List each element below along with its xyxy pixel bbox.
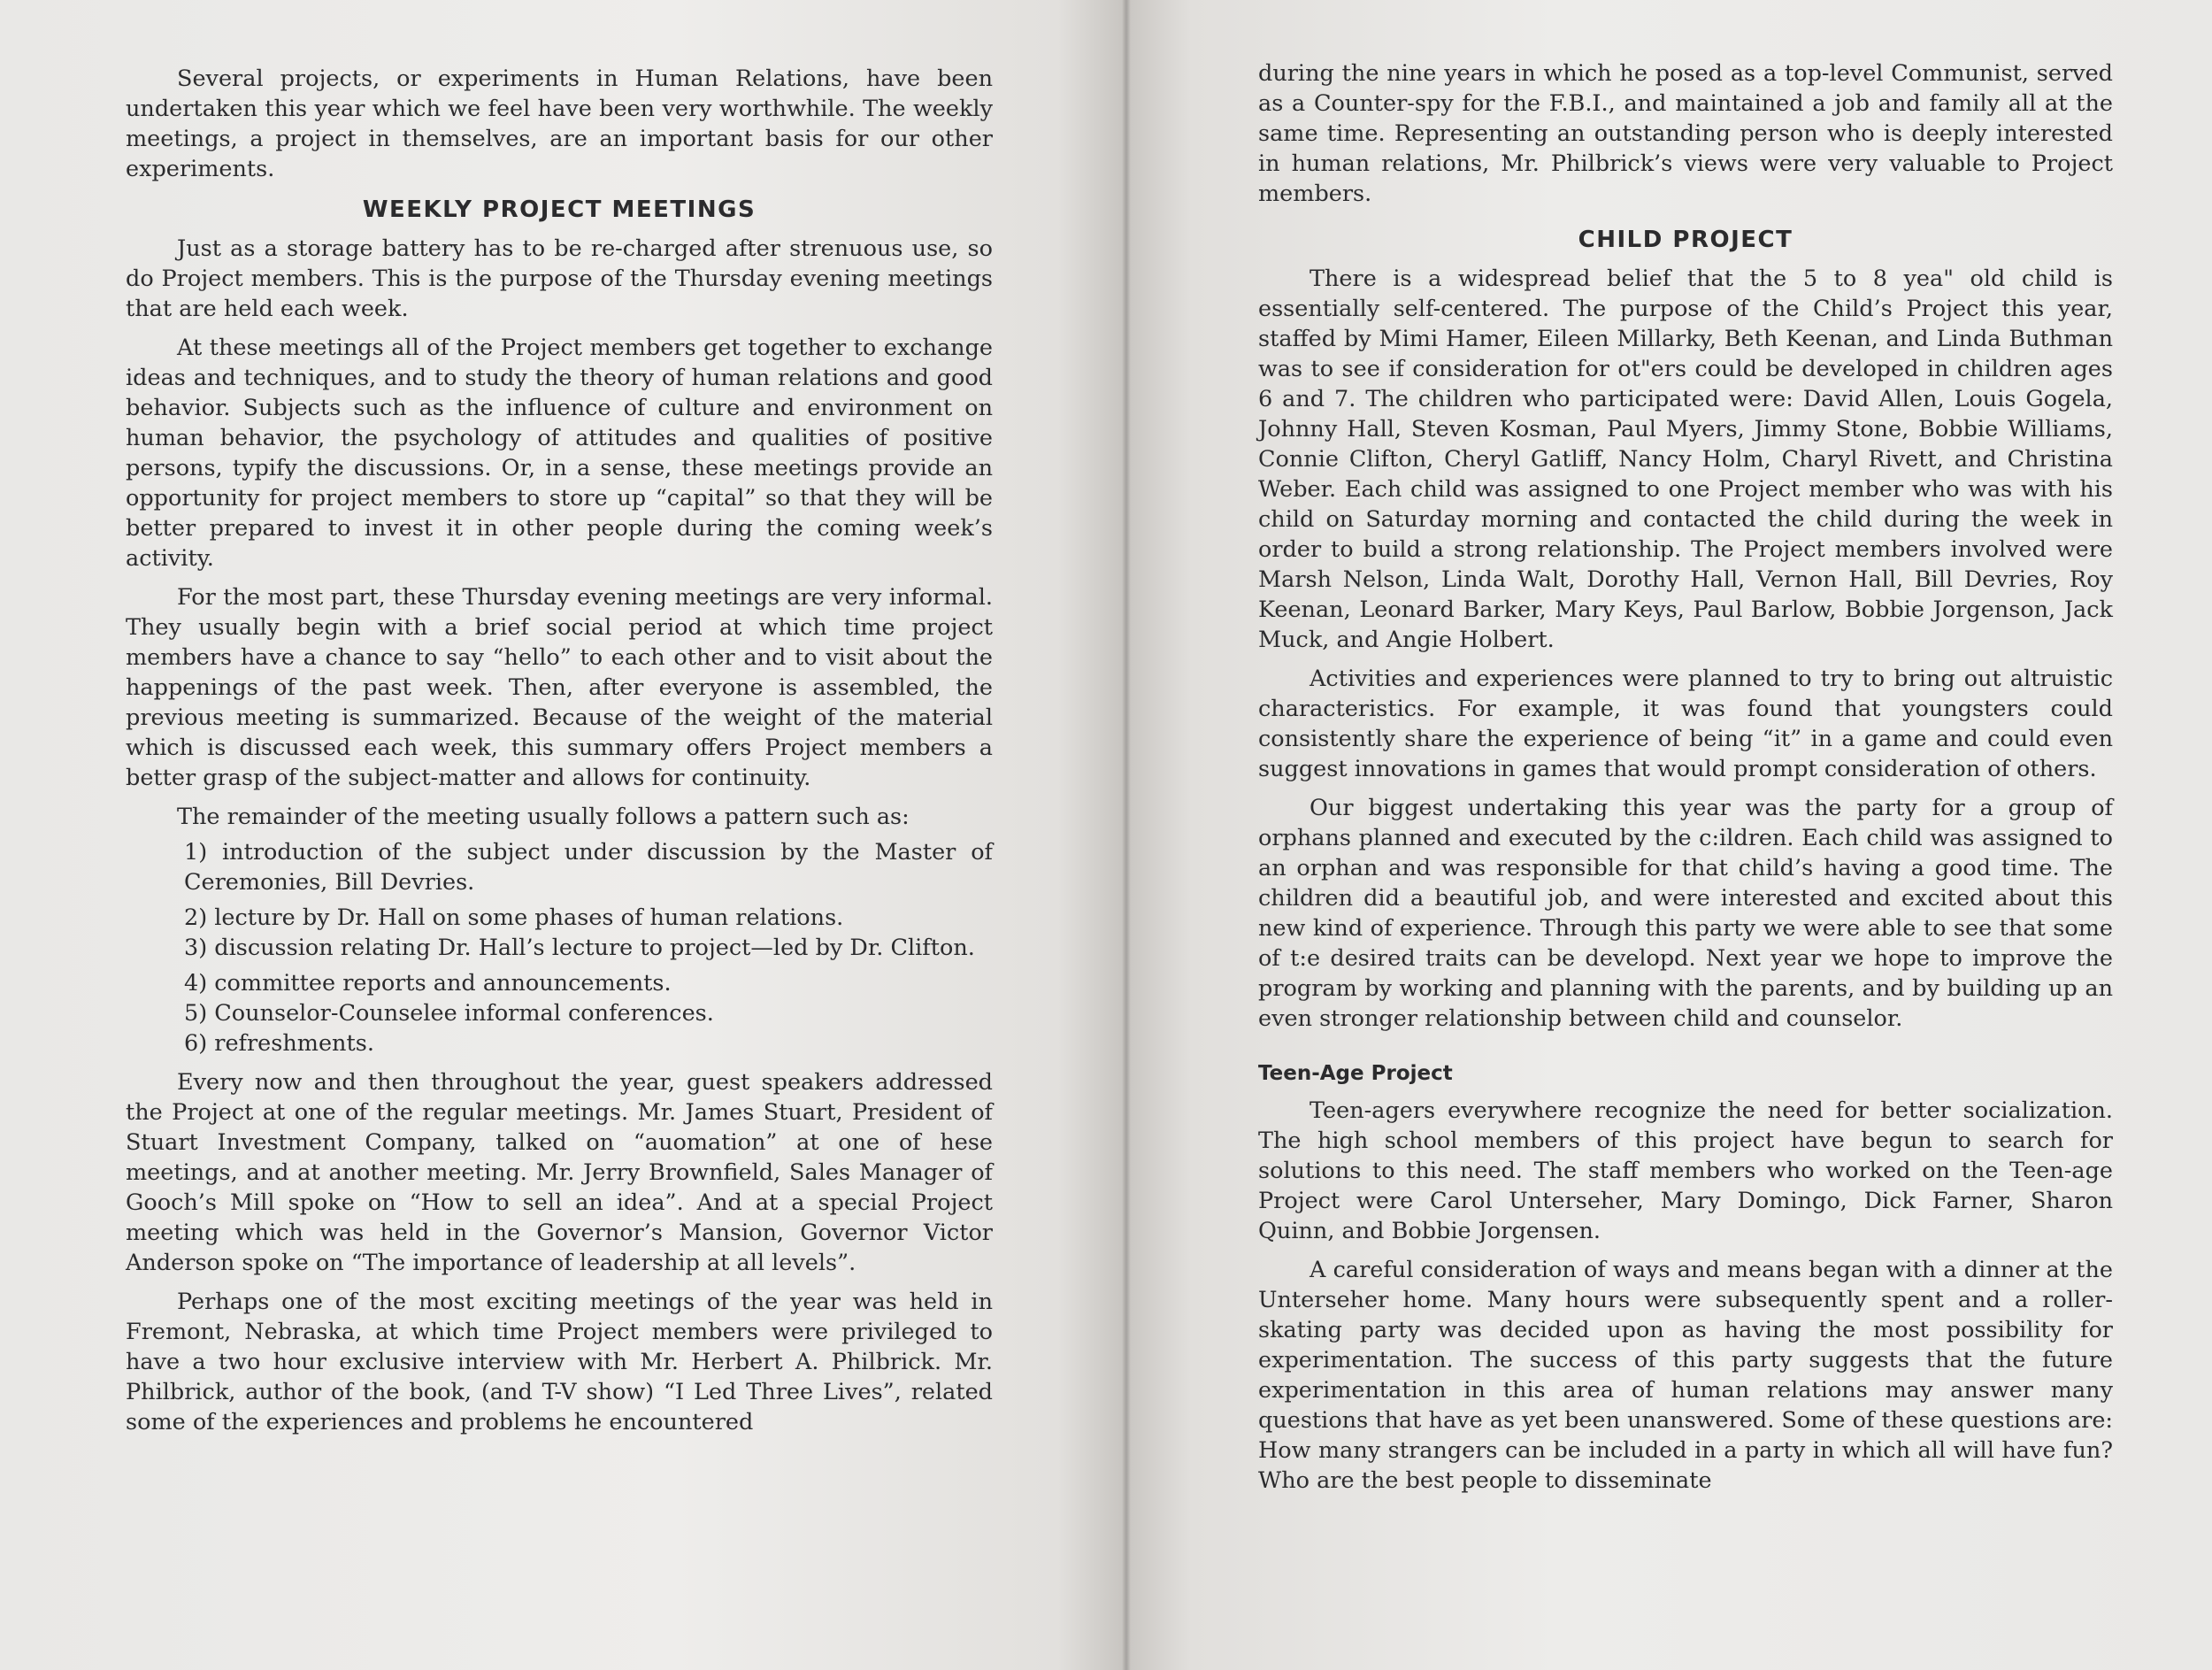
list-item: 1) introduction of the subject under discussion by the Master of Ceremonies, Bill Devries.: [184, 839, 993, 896]
heading-child-project: CHILD PROJECT: [1578, 227, 1793, 253]
paragraph: Just as a storage battery has to be re-charged after strenuous use, so do Project members. This is the purpose of the Thursday evening meetings that are held each week.: [126, 235, 993, 322]
paragraph: Every now and then throughout the year, guest speakers addressed the Project at one of the regular meetings. Mr. James Stuart, President of Stuart Investment Company, talked on “auomation” at one of hese meetings, and at another meeting. Mr. Jerry Brownfield, Sales Manager of Gooch’s Mill spoke on “How to sell an idea”. And at a special Project meeting which was held in the Governor’s Mansion, Governor Victor Anderson spoke on “The importance of leadership at all levels”.: [126, 1069, 993, 1276]
paragraph: At these meetings all of the Project members get together to exchange ideas and techniques, and to study the theory of human relations and good behavior. Subjects such as the influence of culture and environment on human behavior, the psychology of attitudes and qualities of positive persons, typify the discussions. Or, in a sense, these meetings provide an opportunity for project members to store up “capital” so that they will be better prepared to invest it in other people during the coming week’s activity.: [126, 335, 993, 572]
meeting-pattern-list: [126, 837, 993, 1058]
heading-teen-age-project: Teen-Age Project: [1258, 1062, 1453, 1085]
right-page: [1125, 0, 2212, 1670]
paragraph: Perhaps one of the most exciting meetings of the year was held in Fremont, Nebraska, at which time Project members were privileged to have a two hour exclusive interview with Mr. Herbert A. Philbrick. Mr. Philbrick, author of the book, (and T-V show) “I Led Three Lives”, related some of the experiences and problems he encountered: [126, 1289, 993, 1435]
paragraph: For the most part, these Thursday evening meetings are very informal. They usually begin with a brief social period at which time project members have a chance to say “hello” to each other and to visit about the happenings of the past week. Then, after everyone is assembled, the previous meeting is summarized. Because of the weight of the material which is discussed each week, this summary offers Project members a better grasp of the subject-matter and allows for continuity.: [126, 584, 993, 791]
list-item: 5) Counselor-Counselee informal conferences.: [184, 1000, 714, 1027]
paragraph: The remainder of the meeting usually follows a pattern such as:: [177, 804, 910, 830]
paragraph: Teen-agers everywhere recognize the need for better socialization. The high school members of this project have begun to search for solutions to this need. The staff members who worked on the Teen-age Project were Carol Unterseher, Mary Domingo, Dick Farner, Sharon Quinn, and Bobbie Jorgensen.: [1258, 1097, 2113, 1244]
paragraph: A careful consideration of ways and means began with a dinner at the Unterseher home. Many hours were subsequently spent and a roller-skating party was decided upon as having the most possibility for experimentation. The success of this party suggests that the future experimentation in this area of human relations may answer many questions that have as yet been unanswered. Some of these questions are: How many strangers can be included in a party in which all will have fun? Who are the best people to disseminate: [1258, 1257, 2113, 1494]
list-item: 2) lecture by Dr. Hall on some phases of human relations.: [184, 904, 844, 931]
paragraph: Activities and experiences were planned to try to bring out altruistic characteristics. For example, it was found that youngsters could consistently share the experience of being “it” in a game and could even suggest innovations in games that would prompt consideration of others.: [1258, 666, 2113, 782]
book-gutter: [1122, 0, 1131, 1670]
continuation-paragraph: during the nine years in which he posed as a top-level Communist, served as a Counter-spy for the F.B.I., and maintained a job and family all at the same time. Representing an outstanding person who is deeply interested in human relations, Mr. Philbrick’s views were very valuable to Project members.: [1258, 60, 2113, 207]
list-item: 3) discussion relating Dr. Hall’s lecture to project—led by Dr. Clifton.: [184, 935, 975, 961]
intro-paragraph: Several projects, or experiments in Human Relations, have been undertaken this year which we feel have been very worthwhile. The weekly meetings, a project in themselves, are an important basis for our other experiments.: [126, 65, 993, 182]
heading-weekly-meetings: WEEKLY PROJECT MEETINGS: [362, 196, 757, 223]
paragraph: There is a widespread belief that the 5 to 8 yea" old child is essentially self-centered. The purpose of the Child’s Project this year, staffed by Mimi Hamer, Eileen Millarky, Beth Keenan, and Linda Buthman was to see if consideration for ot"ers could be developed in children ages 6 and 7. The children who participated were: David Allen, Louis Gogela, Johnny Hall, Steven Kosman, Paul Myers, Jimmy Stone, Bobbie Williams, Connie Clifton, Cheryl Gatliff, Nancy Holm, Charyl Rivett, and Christina Weber. Each child was assigned to one Project member who was with his child on Saturday morning and contacted the child during the week in order to build a strong relationship. The Project members involved were Marsh Nelson, Linda Walt, Dorothy Hall, Vernon Hall, Bill Devries, Roy Keenan, Leonard Barker, Mary Keys, Paul Barlow, Bobbie Jorgenson, Jack Muck, and Angie Holbert.: [1258, 266, 2113, 653]
list-item: 4) committee reports and announcements.: [184, 970, 672, 997]
paragraph: Our biggest undertaking this year was the party for a group of orphans planned and executed by the c:ildren. Each child was assigned to an orphan and was responsible for that child’s having a good time. The children did a beautiful job, and were interested and excited about this new kind of experience. Through this party we were able to see that some of t:e desired traits can be developd. Next year we hope to improve the program by working and planning with the parents, and by building up an even stronger relationship between child and counselor.: [1258, 795, 2113, 1032]
list-item: 6) refreshments.: [184, 1030, 374, 1057]
